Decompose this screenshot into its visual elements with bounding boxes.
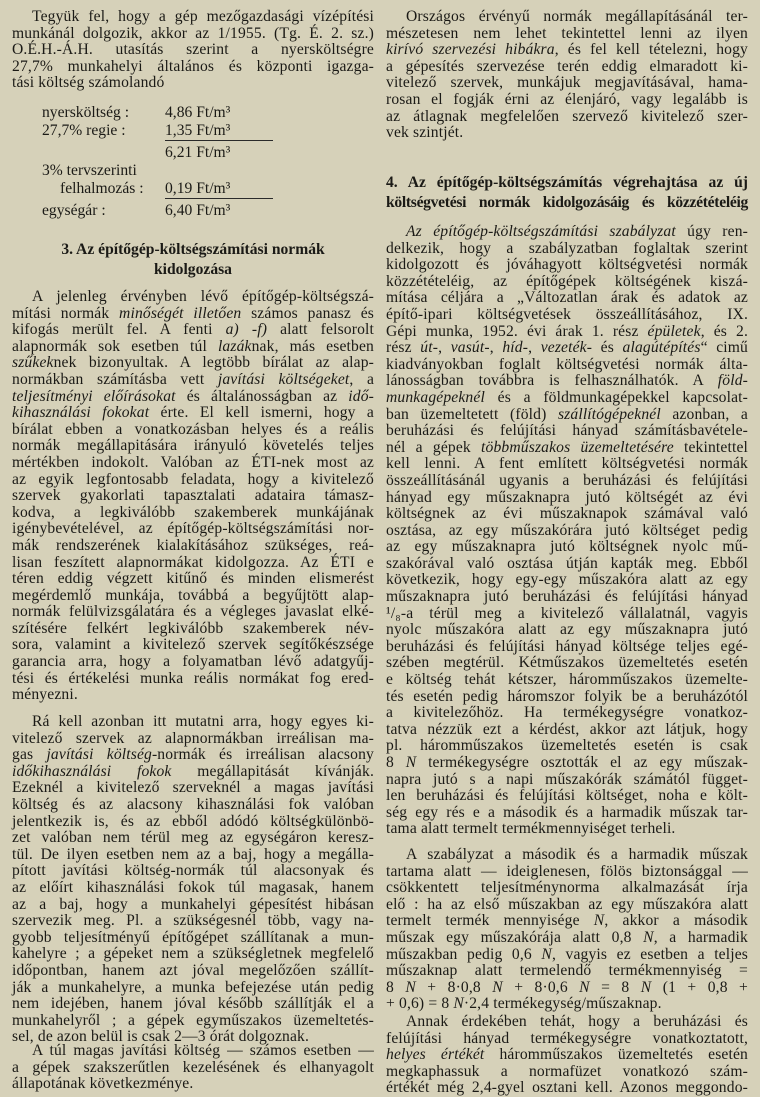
text-line: ményezni. [12, 686, 78, 704]
text-line: kidolgozott és jóváhagyott költségvetési normák [386, 256, 748, 274]
text-line: vek szintjét. [386, 124, 464, 142]
emphasized-text: időkihasználási fokok [12, 762, 172, 780]
text-line: Ezeknél a kivitelező szerveknél a magas javítási [12, 779, 374, 797]
emphasized-text: teljesítményi előírásokat [12, 387, 176, 405]
text-line: a kivitelezőhöz. Ha termékegységre vonatkoz- [386, 704, 748, 722]
emphasized-text: épületek [647, 322, 701, 340]
text-line: normák megállapitására irányuló követelés teljes [12, 437, 374, 455]
text-line [12, 339, 374, 356]
emphasized-text: N [593, 912, 605, 930]
text-line: az egyik legfontosabb feladata, hogy a kivitelező [12, 470, 374, 488]
emphasized-text: alagútépítés [622, 339, 701, 357]
text-line: beruházási és felújítási hányad költsége teljes egé- [386, 637, 748, 655]
text-segment: lánosságban továbbra is felhasználhatók. A [386, 372, 718, 390]
emphasized-text: javítási költségeket [217, 370, 350, 388]
text-line [12, 389, 374, 406]
text-segment: ban üzemeltetett (föld) [386, 405, 558, 423]
text-segment: kifogás merült fel. A fenti [12, 321, 226, 339]
text-segment: úgy ren- [675, 223, 748, 240]
text-line: napra jutó s a napi műszakórák számától függet- [386, 770, 748, 788]
text-line: tási költség számolandó [12, 74, 165, 92]
text-segment: mítási normák [12, 304, 120, 322]
text-segment: “ cimű [700, 339, 748, 357]
text-line: összeállításánál ugyanis a beruházási és felújítási [386, 471, 748, 489]
text-segment: , és fel kell tételezni, hogy [554, 41, 748, 59]
text-line: műszaknapra jutó beruházási és felújítási hányad [386, 588, 748, 606]
text-line [386, 913, 748, 930]
text-line: költség és az alacsony kihasználási fok valóban [12, 795, 374, 813]
text-segment: megállapitását kívánják. [171, 762, 374, 780]
text-line: ¹/₈-a térül meg a kivitelező vállalatnál, vagyis [386, 604, 748, 622]
text-segment: , és 2. [700, 322, 748, 340]
text-line: nyolc műszakóra alatt az egy műszaknapra jutó [386, 621, 748, 639]
text-line: delkezik, hogy a szabályzatban foglaltak szerint [386, 239, 748, 257]
text-line: szében megtérül. Kétműszakos üzemeltetés esetén [386, 654, 748, 672]
row-value: 1,35 Ft/m³ [165, 122, 273, 141]
text-line: A túl magas javítási költség — számos esetben — [32, 1042, 374, 1059]
text-segment: háromműszakos üzemeltetés esetén [484, 1046, 748, 1064]
text-segment: Gépi munka, 1952. évi árak 1. rész [386, 322, 648, 340]
text-line: elő : ha az első műszakban az egy műszakóra alatt [386, 895, 748, 913]
text-segment: , [528, 339, 541, 357]
emphasized-text: híd- [502, 339, 529, 357]
text-line: szervezik meg. Pl. a szükségesnél több, vagy na- [12, 912, 374, 930]
text-line: mértékben indokolt. Valóban az ÉTI-nek most az [12, 453, 374, 471]
emphasized-text: szűkek [12, 354, 54, 372]
text-segment: -normák és irreálisan alacsony [151, 746, 374, 764]
text-segment: és általánosságban az [175, 387, 349, 405]
text-segment: (1 + 0,8 + [651, 978, 749, 996]
text-segment: , vagyis ez esetben a teljes [551, 945, 749, 963]
text-line: Annak érdekében tehát, hogy a beruházási és [406, 1013, 748, 1030]
right-column [386, 0, 748, 1096]
text-line: tatva nézzük ezt a kérdést, akkor azt látjuk, hogy [386, 720, 748, 738]
text-segment: termelt termék mennyisége [386, 912, 594, 930]
text-line: mák rendszerének kialakításához szükséges, reá- [12, 536, 374, 554]
paragraph [12, 1043, 374, 1093]
text-segment: 8 [386, 978, 406, 996]
text-line: sora, valamint a kivitelező szervek segítőkészsége [12, 636, 374, 654]
emphasized-text: út- [420, 339, 439, 357]
text-line: a gépek szakszerűtlen kezelésének és elhanyagolt [12, 1058, 374, 1076]
text-line: mészetesen nem lehet tekintettel lenni az ilyen [386, 24, 748, 42]
row-label: egységár : [42, 202, 106, 219]
text-line: igénybevételével, az építőgép-költségszámítási nor- [12, 520, 374, 538]
text-line: garancia arra, hogy a folyamatban lévő adatgyűj- [12, 653, 374, 671]
row-label: felhalmozás : [60, 180, 144, 197]
emphasized-text: N [492, 978, 503, 996]
text-line [12, 306, 374, 323]
row-label: nyersköltség : [42, 104, 130, 121]
text-segment: azonban, a [660, 405, 749, 423]
text-line [12, 764, 374, 781]
text-line: kahelyre ; a gépeket nem a szükségletnek megfelelő [12, 945, 374, 963]
text-line: szítésére felkért legkiválóbb szakemberek név- [12, 619, 374, 637]
text-segment: nek bizonyultak. A legtöbb bírálat az alap- [53, 354, 374, 372]
emphasized-text: a) -f) [225, 321, 268, 339]
text-segment: normákban számításba vett [12, 370, 218, 388]
text-line: szakórával való osztása útján kapták meg. Ebből [386, 554, 748, 572]
text-line: len beruházási és felújítási költséget, noha e költ- [386, 787, 748, 805]
emphasized-text: N [579, 978, 590, 996]
text-segment: , [489, 339, 503, 357]
text-line: az előírt kihasználási fokok túl magasak, hanem [12, 878, 374, 896]
text-line: Országos érvényű normák megállapításánál ter- [406, 8, 748, 25]
text-line: költségnek az évi műszaknapok számával való [386, 505, 748, 523]
text-line [386, 755, 748, 772]
text-segment: számos panasz és [241, 304, 374, 322]
emphasized-text: N [640, 978, 652, 996]
row-value: 6,21 Ft/m³ [165, 144, 231, 161]
text-line [386, 1047, 748, 1064]
text-line: mítása céljára a „Változatlan árak és adatok az [386, 289, 748, 307]
text-line: ség egy rés e a második és a harmadik műszak tar- [386, 803, 748, 821]
text-segment: nak, más esetben [251, 337, 374, 355]
text-line: az egy műszaknapra jutó költségnek nyolc mű- [386, 538, 748, 556]
emphasized-text: javítási költség [46, 746, 152, 764]
text-line: hányad egy műszaknapra jutó költségét az évi [386, 488, 748, 506]
text-line: szervek gyakorlati tapasztalati adataira támasz- [12, 487, 374, 505]
emphasized-text: helyes értékét [386, 1046, 485, 1064]
text-line: az átlagnak megfelelően szervező kivitelező szer- [386, 107, 748, 125]
text-line: A szabályzat a második és a harmadik műszak [406, 846, 748, 863]
text-line: tartama alatt — ideiglenesen, fölös biztonsággal — [386, 862, 748, 880]
text-segment: ·2,4 termékegység/műszaknap. [463, 995, 662, 1013]
text-line: Rá kell azonban itt mutatni arra, hogy egyes ki- [32, 713, 374, 730]
heading-line: 3. Az építőgép-költségszámítási normák [61, 241, 325, 258]
text-segment: , akkor a második [604, 912, 748, 930]
paragraph-intro [12, 9, 374, 92]
text-line: sel, de azon belül is csak 2—3 órát dolgoznak. [12, 1028, 310, 1046]
text-line [386, 340, 748, 357]
text-segment: és a földmunkagépekkel kapcsolat- [484, 388, 748, 406]
text-segment: + 0,6) = 8 [386, 995, 454, 1013]
text-line: osztása, az egy műszakórára jutó költséget pedig [386, 521, 748, 539]
text-line: normák felülvizsgálatára és a végleges javaslat elké- [12, 603, 374, 621]
text-line [386, 390, 748, 407]
text-line [12, 405, 374, 422]
text-segment: műszak egy műszakórája alatt 0,8 [386, 928, 644, 946]
text-line: e költség tehát kétszer, háromműszakos üzemelte- [386, 671, 748, 689]
emphasized-text: idő- [348, 387, 375, 405]
text-line: jelentkezik is, és az ebből adódó költségkülönbö- [12, 812, 374, 830]
emphasized-text: kihasználási fokokat [12, 404, 150, 422]
text-line: Tegyük fel, hogy a gép mezőgazdasági vízépítési [32, 8, 374, 25]
row-value: 0,19 Ft/m³ [165, 180, 273, 199]
text-segment: alatt felsorolt [267, 321, 374, 339]
text-segment: rész [386, 339, 421, 357]
row-value: 4,86 Ft/m³ [165, 104, 231, 121]
emphasized-text: minőségét illetően [119, 304, 242, 322]
text-line: munkahelyről ; a gépek egyműszakos üzemeltetés- [12, 1011, 374, 1029]
heading-line: kidolgozása [154, 261, 232, 278]
text-line: kodva, a legkiválóbb szakemberek munkájának [12, 503, 374, 521]
paragraph [386, 9, 748, 142]
text-line: közzétételéig, az építőgépek költségének kiszá- [386, 272, 748, 290]
text-line: következik, hogy egy-egy műszakóra alatt az egy [386, 571, 748, 589]
text-line: csökkentett teljesítménynorma alkalmazását írja [386, 879, 748, 897]
text-segment: = 8 [589, 978, 641, 996]
emphasized-text: vasút- [450, 339, 490, 357]
text-line: megérdemlő munkája, továbbá a begyűjtött alap- [12, 586, 374, 604]
text-line [12, 372, 374, 389]
text-line: építő-ipari költségvetések összeállításához, IX. [386, 305, 748, 323]
section-heading-4 [386, 173, 748, 213]
emphasized-text: munkagépeknél [386, 388, 485, 406]
text-line: állapotának következménye. [12, 1075, 194, 1093]
emphasized-text: N [643, 928, 654, 946]
text-line: lisan feszített alapnormákat kidolgozza. Az ÉTI e [12, 553, 374, 571]
text-line: tési és értékelési munka reális normákat fog ered- [12, 669, 374, 687]
emphasized-text: N [541, 945, 552, 963]
text-line: tés esetén pedig háromszor folyik be a beruházótól [386, 687, 748, 705]
paragraph [12, 714, 374, 1046]
row-value: 6,40 Ft/m³ [165, 202, 231, 219]
text-line: 27,7% munkahelyi általános és központi igazga- [12, 57, 374, 75]
paragraph [386, 224, 748, 838]
text-line [12, 322, 374, 339]
paragraph [12, 289, 374, 704]
row-label: 3% tervszerinti [42, 162, 137, 179]
text-line: téren eddig végzett kitűnő és minden elismerést [12, 570, 374, 588]
text-line [12, 355, 374, 372]
text-segment: termékegységre osztották el az egy műszak- [416, 754, 748, 771]
left-column [12, 0, 374, 1096]
text-line: tama alatt termelt termékmennyiséget terheli. [386, 820, 676, 838]
text-segment: + 8·0,8 [415, 978, 493, 996]
text-line [386, 42, 748, 59]
text-line: rosan el fogják érni az élenjáró, vagy legalább is [386, 90, 748, 108]
text-line: pított javítási költség-normák túl alacsonyak és [12, 862, 374, 880]
text-line: beruházási és felújítási hányad számításbavétele- [386, 422, 748, 440]
text-line: munkánál dolgozik, akkor az 1/1955. (Tg. É. 2. sz.) [12, 24, 374, 42]
emphasized-text: föld- [717, 372, 748, 390]
text-line: A jelenleg érvényben lévő építőgép-költségszá- [32, 288, 374, 305]
text-line: tül. De ilyen esetben nem az a baj, hogy a megálla- [12, 845, 374, 863]
text-segment: alapnormák sok esetben túl [12, 337, 218, 355]
text-segment: , [438, 339, 451, 357]
heading-line: költségvetési normák kidolgozásáig és közzétételéig [386, 194, 748, 211]
text-line: az a baj, hogy a munkahelyi gépesítést hibásan [12, 895, 374, 913]
text-line: zet valóban nem térül meg az egységáron keresz- [12, 829, 374, 847]
emphasized-text: kirívó szervezési hibákra [386, 41, 555, 59]
text-line: vitelező szervek, munkájuk megjavításával, hama- [386, 74, 748, 92]
text-segment: nél a gépek [386, 438, 482, 456]
text-line [386, 407, 748, 424]
text-line: bírálat ebben a vonatkozásban helyes és a reális [12, 420, 374, 438]
emphasized-text: lazák [217, 337, 252, 355]
text-line: időpontban, hanem azt jóval megelőzően szállít- [12, 961, 374, 979]
text-segment: és [592, 339, 623, 357]
text-line: gyobb teljesítményű építőgépet szállítanak a mun- [12, 928, 374, 946]
text-segment: műszakban pedig 0,6 [386, 945, 542, 963]
text-line [386, 440, 748, 457]
text-line: értékét még 2,4-gyel osztani kell. Azonos meggondo- [386, 1079, 748, 1097]
paragraph [386, 1014, 748, 1097]
emphasized-text: N [405, 978, 416, 996]
emphasized-text: szállítógépeknél [557, 405, 661, 423]
text-line [386, 980, 748, 997]
text-line [386, 930, 748, 947]
text-line: megkaphassuk a normafüzet vonatkozó szám- [386, 1062, 748, 1080]
text-segment: , a [349, 370, 375, 388]
text-line: pl. háromműszakos üzemeltetés esetén is csak [386, 737, 748, 755]
text-line: ják a munkahelyre, a munka befejezése után pedig [12, 978, 374, 996]
text-line: O.É.H.-Á.H. utasítás szerint a nyersköltségre [12, 41, 374, 59]
row-label: 27,7% regie : [42, 122, 126, 139]
text-segment: 8 [386, 754, 406, 771]
text-line [12, 747, 374, 764]
text-segment: gas [12, 746, 47, 764]
text-line [386, 373, 748, 390]
text-line: a gépesítés szervezése terén eddig elmaradott ki- [386, 57, 748, 75]
paragraph [386, 847, 748, 1013]
text-line: műszaknap alatt termelendő termékmennyiség = [386, 962, 748, 980]
section-heading-3 [12, 240, 374, 280]
emphasized-text: Az építőgép-költségszámítási szabályzat [406, 223, 676, 240]
text-line [386, 224, 748, 241]
text-line [386, 996, 748, 1013]
emphasized-text: többműszakos üzemeltetésére [481, 438, 674, 456]
text-line: vitelező szervek az alapnormákban irreálisan ma- [12, 729, 374, 747]
text-line [386, 324, 748, 341]
emphasized-text: N [405, 754, 417, 771]
text-line: kiadványokban foglalt költségvetési normák álta- [386, 355, 748, 373]
text-line: nem idejében, hanem jóval később szállítják el a [12, 995, 374, 1013]
emphasized-text: vezeték- [540, 339, 593, 357]
text-line: kell lenni. A fent említett költségvetési normák [386, 455, 748, 473]
text-line: felújítási hányad termékegységre vonatkoztatott, [386, 1029, 748, 1047]
text-segment: + 8·0,6 [502, 978, 580, 996]
text-line [386, 947, 748, 964]
text-segment: érte. El kell ismerni, hogy a [149, 404, 374, 422]
emphasized-text: N [453, 995, 464, 1013]
text-segment: , a harmadik [653, 928, 748, 946]
text-segment: tekintettel [673, 438, 748, 456]
heading-line: 4. Az építőgép-költségszámítás végrehajtása az új [386, 174, 748, 191]
